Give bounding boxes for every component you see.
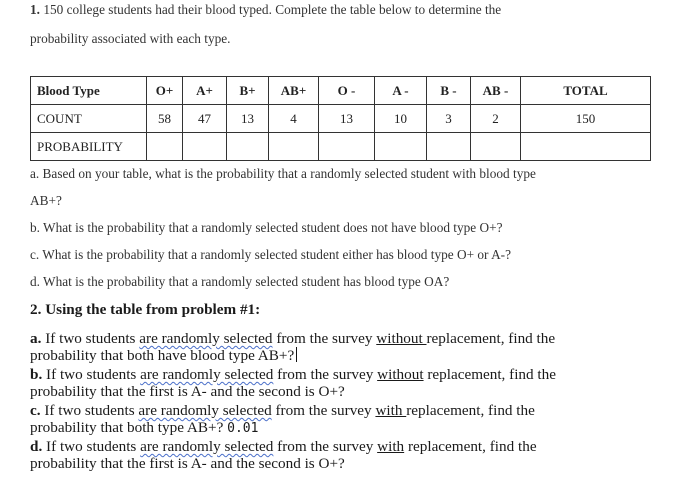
question-2a-text: If two students: [41, 330, 140, 347]
count-cell: 13: [319, 105, 375, 133]
question-2c-text: probability that both type AB+?: [30, 419, 228, 436]
blood-type-table: [30, 76, 651, 161]
count-cell: 10: [375, 105, 427, 133]
question-2b-text: If two students: [42, 366, 141, 383]
count-cell: 47: [183, 105, 227, 133]
question-1d: d. What is the probability that a randomly selected student has blood type OA?: [30, 274, 450, 289]
question-2a-label: a.: [30, 330, 42, 347]
problem-1-line-1: [30, 2, 670, 18]
table-corner-label: Blood Type: [31, 77, 147, 105]
underlined-word: without: [376, 330, 427, 347]
count-cell: 58: [147, 105, 183, 133]
probability-cell[interactable]: [147, 133, 183, 161]
header-row: [31, 77, 651, 105]
question-2b-label: b.: [30, 366, 43, 383]
probability-label: PROBABILITY: [31, 133, 147, 161]
question-2d-text: If two students: [42, 438, 141, 455]
count-cell: 3: [427, 105, 471, 133]
question-2c-text: If two students: [40, 402, 139, 419]
probability-cell[interactable]: [319, 133, 375, 161]
count-label: COUNT: [31, 105, 147, 133]
underlined-word: with: [377, 438, 405, 455]
header-cell: AB -: [471, 77, 521, 105]
probability-cell-total[interactable]: [521, 133, 651, 161]
header-cell: AB+: [269, 77, 319, 105]
header-cell: B -: [427, 77, 471, 105]
question-2c-text: replacement, find the: [406, 402, 535, 419]
count-row: [31, 105, 651, 133]
spellcheck-phrase: are randomly selected: [138, 402, 272, 419]
underlined-word: with: [375, 402, 407, 419]
question-2c-text: from the survey: [271, 402, 376, 419]
header-cell: B+: [227, 77, 269, 105]
count-cell: 2: [471, 105, 521, 133]
question-2d-line-1: [30, 438, 670, 455]
question-2c-answer: 0.01: [227, 421, 259, 436]
question-2c-line-1: [30, 402, 670, 419]
question-2d-line-2: probability that the first is A- and the second is O+?: [30, 455, 345, 472]
probability-cell[interactable]: [269, 133, 319, 161]
question-2c-label: c.: [30, 402, 41, 419]
problem-1-number: 1.: [30, 2, 40, 17]
spellcheck-phrase: are randomly selected: [139, 330, 273, 347]
header-cell-total: TOTAL: [521, 77, 651, 105]
question-1a-line-2: AB+?: [30, 193, 62, 208]
header-cell: O -: [319, 77, 375, 105]
question-2d-label: d.: [30, 438, 43, 455]
problem-2-heading: 2. Using the table from problem #1:: [30, 301, 261, 318]
probability-cell[interactable]: [427, 133, 471, 161]
header-cell: A+: [183, 77, 227, 105]
problem-1-text-1: 150 college students had their blood typed. Complete the table below to determine the: [43, 2, 502, 17]
probability-cell[interactable]: [183, 133, 227, 161]
question-2b-text: from the survey: [273, 366, 378, 383]
probability-cell[interactable]: [227, 133, 269, 161]
text-cursor: [296, 347, 297, 362]
count-cell: 4: [269, 105, 319, 133]
problem-1-line-2: probability associated with each type.: [30, 31, 231, 46]
count-cell-total: 150: [521, 105, 651, 133]
question-2a-text: probability that both have blood type AB+?: [30, 347, 295, 364]
underlined-word: without: [377, 366, 424, 383]
question-2a-text: replacement, find the: [426, 330, 556, 347]
probability-row: [31, 133, 651, 161]
question-1c: c. What is the probability that a randomly selected student either has blood type O+ or A-?: [30, 247, 512, 262]
header-cell: O+: [147, 77, 183, 105]
spellcheck-phrase: are randomly selected: [140, 366, 274, 383]
header-cell: A -: [375, 77, 427, 105]
question-2a-text: from the survey: [272, 330, 377, 347]
count-cell: 13: [227, 105, 269, 133]
spellcheck-phrase: are randomly selected: [140, 438, 274, 455]
question-2b-line-1: [30, 366, 670, 383]
question-2d-text: from the survey: [273, 438, 378, 455]
question-2b-text: replacement, find the: [423, 366, 556, 383]
question-1b: b. What is the probability that a randomly selected student does not have blood type O+?: [30, 220, 503, 235]
question-2a-line-1: [30, 330, 670, 347]
question-2c-line-2: [30, 419, 670, 437]
question-2a-line-2: [30, 347, 670, 364]
probability-cell[interactable]: [471, 133, 521, 161]
question-1a-line-1: a. Based on your table, what is the probability that a randomly selected student with blood type: [30, 166, 536, 181]
probability-cell[interactable]: [375, 133, 427, 161]
question-2d-text: replacement, find the: [404, 438, 537, 455]
question-2b-line-2: probability that the first is A- and the second is O+?: [30, 383, 345, 400]
